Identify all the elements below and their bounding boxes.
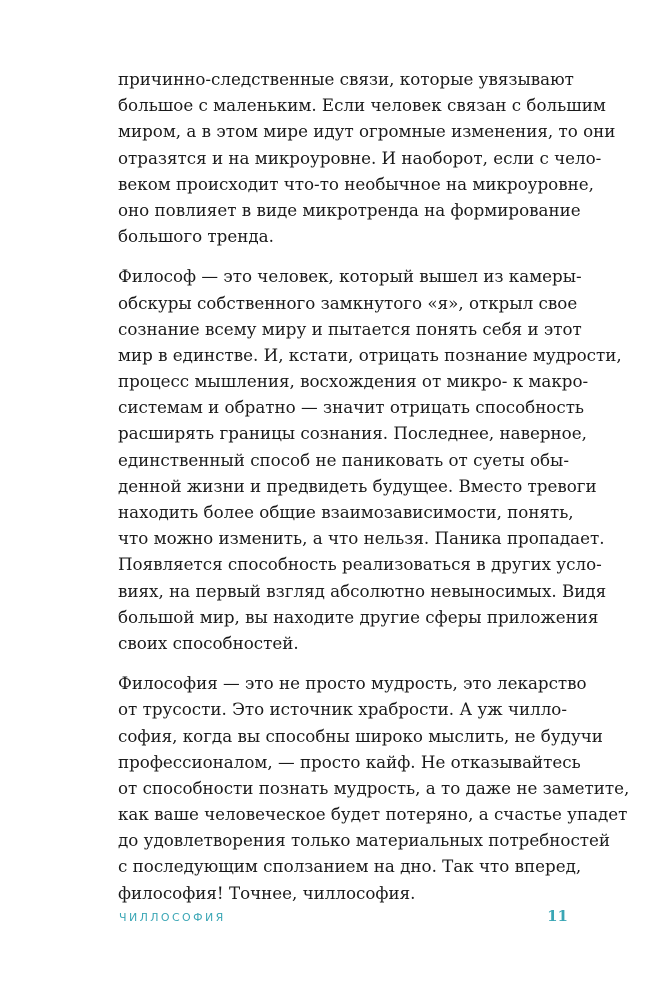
text-line: философия! Точнее, чиллософия. <box>118 882 416 903</box>
text-line: денной жизни и предвидеть будущее. Вместо тревоги <box>118 475 597 496</box>
text-line: большого тренда. <box>118 226 274 247</box>
text-line: как ваше человеческое будет потеряно, а счастье упадет <box>118 804 628 825</box>
text-line: обскуры собственного замкнутого «я», открыл свое <box>118 292 578 313</box>
paragraph <box>118 66 616 249</box>
text-line: причинно-следственные связи, которые увязывают <box>118 69 574 89</box>
text-line: Появляется способность реализоваться в других усло- <box>118 554 602 575</box>
running-title: ЧИЛЛОСОФИЯ <box>119 911 226 924</box>
text-line: своих способностей. <box>118 632 299 653</box>
text-line: Философ — это человек, который вышел из камеры- <box>118 266 582 287</box>
text-line: мир в единстве. И, кстати, отрицать познание мудрости, <box>118 344 622 365</box>
text-line: от трусости. Это источник храбрости. А уж чилло- <box>118 699 567 720</box>
page-number: 11 <box>547 907 568 925</box>
text-line: софия, когда вы способны широко мыслить, не будучи <box>118 725 603 746</box>
text-line: процесс мышления, восхождения от микро- к макро- <box>118 371 589 392</box>
text-line: расширять границы сознания. Последнее, наверное, <box>118 423 587 444</box>
text-line: с последующим сползанием на дно. Так что вперед, <box>118 856 582 877</box>
text-line: виях, на первый взгляд абсолютно невыносимых. Видя <box>118 580 607 601</box>
text-line: Философия — это не просто мудрость, это лекарство <box>118 673 587 694</box>
text-line: большой мир, вы находите другие сферы приложения <box>118 606 599 627</box>
text-line: сознание всему миру и пытается понять себя и этот <box>118 318 582 339</box>
text-line: единственный способ не паниковать от суеты обы- <box>118 449 569 470</box>
text-line: оно повлияет в виде микротренда на формирование <box>118 199 581 220</box>
paragraph <box>118 263 622 656</box>
text-line: профессионалом, — просто кайф. Не отказывайтесь <box>118 751 581 772</box>
text-line: миром, а в этом мире идут огромные изменения, то они <box>118 121 616 142</box>
text-line: системам и обратно — значит отрицать способность <box>118 397 585 418</box>
text-line: большое с маленьким. Если человек связан с большим <box>118 95 606 116</box>
text-line: отразятся и на микроуровне. И наоборот, если с чело- <box>118 147 602 168</box>
paragraph <box>118 670 630 906</box>
text-line: от способности познать мудрость, а то даже не заметите, <box>118 777 630 798</box>
body-text <box>118 66 630 920</box>
text-line: что можно изменить, а что нельзя. Паника пропадает. <box>118 528 605 549</box>
text-line: до удовлетворения только материальных потребностей <box>118 830 611 851</box>
text-line: веком происходит что-то необычное на микроуровне, <box>118 173 594 194</box>
text-line: находить более общие взаимозависимости, понять, <box>118 502 574 522</box>
